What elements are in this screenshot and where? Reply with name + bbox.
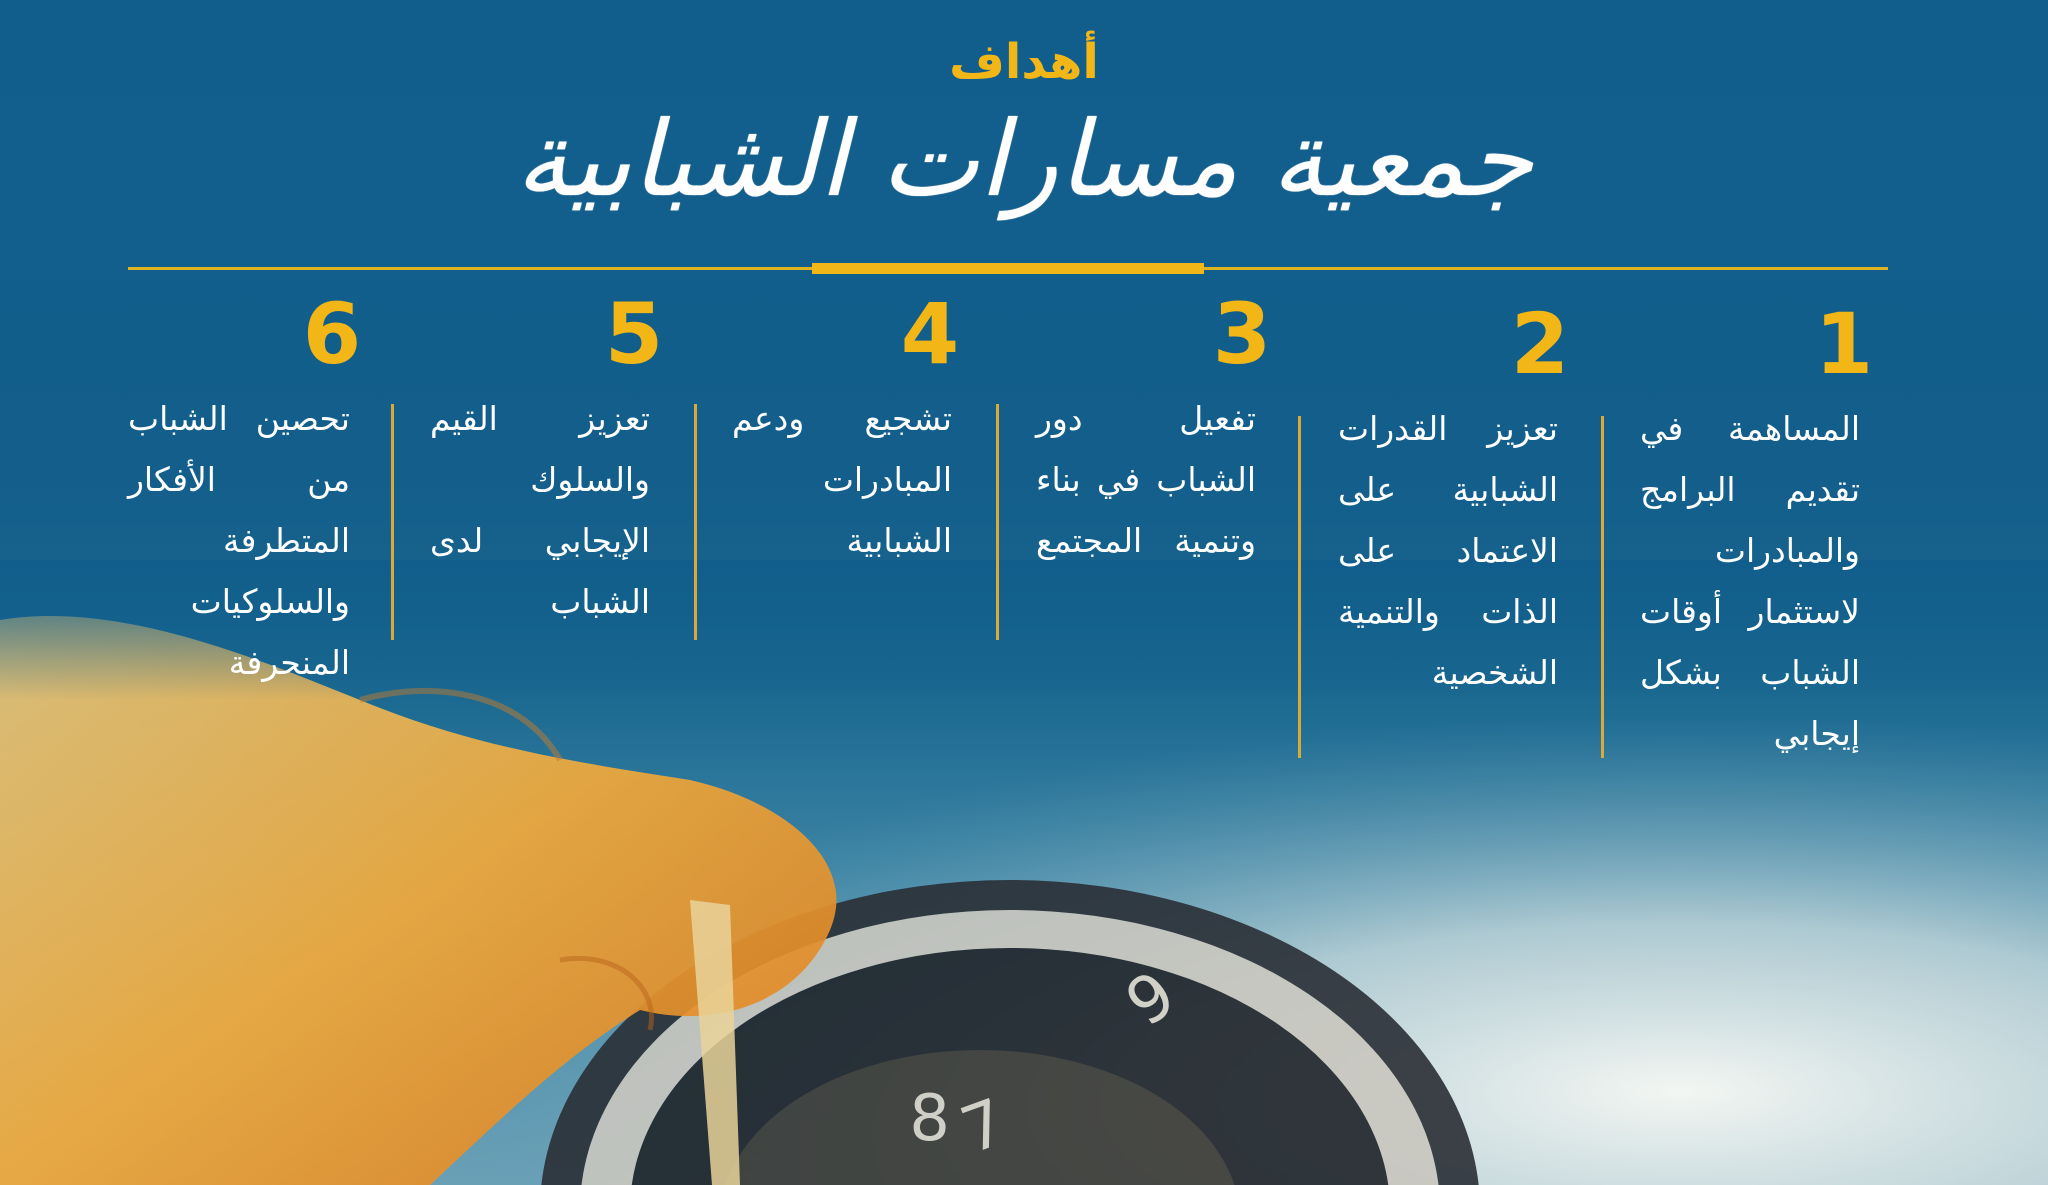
goal-text-1: المساهمة في تقديم البرامج والمبادرات لاستثمار أوقات الشباب بشكل إيجابي [1640,409,1860,753]
svg-text:9: 9 [1113,957,1190,1042]
goal-separator-1 [1601,416,1604,758]
goal-separator-4 [694,404,697,640]
goal-text-5: تعزيز القيم والسلوك الإيجابي لدى الشباب [430,399,650,621]
goal-text-3: تفعيل دور الشباب في بناء وتنمية المجتمع [1036,399,1256,560]
goal-number-1: 1 [1814,295,1874,393]
goal-separator-2 [1298,416,1301,758]
goal-number-4: 4 [900,285,960,383]
header-divider-accent [812,263,1204,274]
goal-separator-5 [391,404,394,640]
goal-text-2: تعزيز القدرات الشبابية على الاعتماد على الذات والتنمية الشخصية [1338,409,1558,692]
goal-text-4: تشجيع ودعم المبادرات الشبابية [732,399,952,560]
svg-text:7: 7 [951,1085,1016,1169]
heading-kicker: أهداف [949,34,1099,90]
goal-number-6: 6 [302,285,362,383]
goal-number-2: 2 [1510,295,1570,393]
goal-number-3: 3 [1212,285,1272,383]
goal-text-6: تحصين الشباب من الأفكار المتطرفة والسلوكيات المنحرفة [128,399,350,682]
svg-text:8: 8 [909,1082,950,1156]
association-title: جمعية مسارات الشبابية [515,98,1533,220]
goal-separator-3 [996,404,999,640]
goal-number-5: 5 [604,285,664,383]
